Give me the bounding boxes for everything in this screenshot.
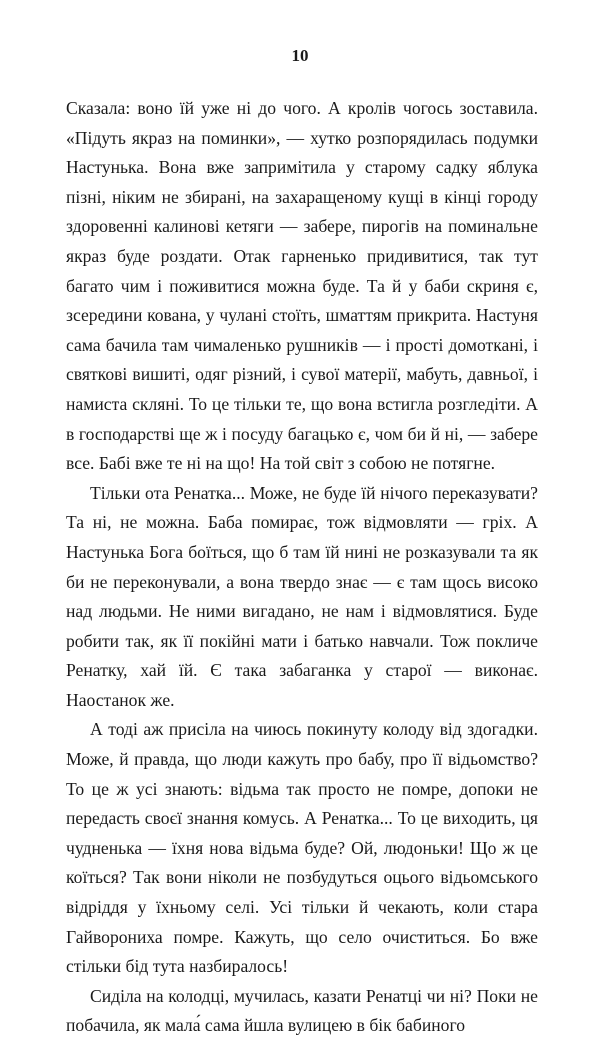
- paragraph: Сказала: воно їй уже ні до чого. А кролів чогось зоставила. «Підуть якраз на поминки», — хутко розпорядилась подумки Настунька. Вона вже запримітила у старому садку яблука пізні, ніким не збирані, на захаращеному кущі в кінці городу здоровенні калинові кетяги — забере, пирогів на поминальне якраз буде роздати. Отак гарненько придивитися, так тут багато чим і поживитися можна буде. Та й у баби скриня є, зсередини кована, у чулані стоїть, шматтям прикрита. Настуня сама бачила там чималенько рушників — і прості домоткані, і святкові вишиті, одяг різний, і сувої матерії, мабуть, давньої, і намиста скляні. То це тільки те, що вона встигла розгледіти. А в господарстві ще ж і посуду багацько є, чом би й ні, — забере все. Бабі вже те ні на що! На той світ з собою не потягне.: [66, 98, 538, 474]
- text-body: [66, 94, 538, 1041]
- page-number: 10: [291, 46, 309, 65]
- paragraph: Тільки ота Ренатка... Може, не буде їй нічого переказувати? Та ні, не можна. Баба помирає, тож відмовляти — гріх. А Настунька Бога боїться, що б там їй нині не розказували та як би не переконували, а вона твердо знає — є там щось високо над людьми. Не ними вигадано, не нам і відмовлятися. Буде робити так, як її покійні мати і батько навчали. Тож покличе Ренатку, хай їй. Є така забаганка у старої — виконає. Наостанок же.: [66, 482, 538, 710]
- paragraph: А тоді аж присіла на чиюсь покинуту колоду від здогадки. Може, й правда, що люди кажуть про бабу, про її відьомство? То це ж усі знають: відьма так просто не помре, допоки не передасть своєї знання комусь. А Ренатка... То це виходить, ця чудненька — їхня нова відьма буде? Ой, людоньки! Що ж це коїться? Так вони ніколи не позбудуться оцього відьомського відріддя у їхньому селі. Усі тільки й чекають, коли стара Гайворониха помре. Кажуть, що село очиститься. Бо вже стільки бід тута назбиралось!: [66, 719, 538, 977]
- paragraph: Сиділа на колодці, мучилась, казати Ренатці чи ні? Поки не побачила, як мала́ сама йшла вулицею в бік бабиного: [66, 985, 538, 1036]
